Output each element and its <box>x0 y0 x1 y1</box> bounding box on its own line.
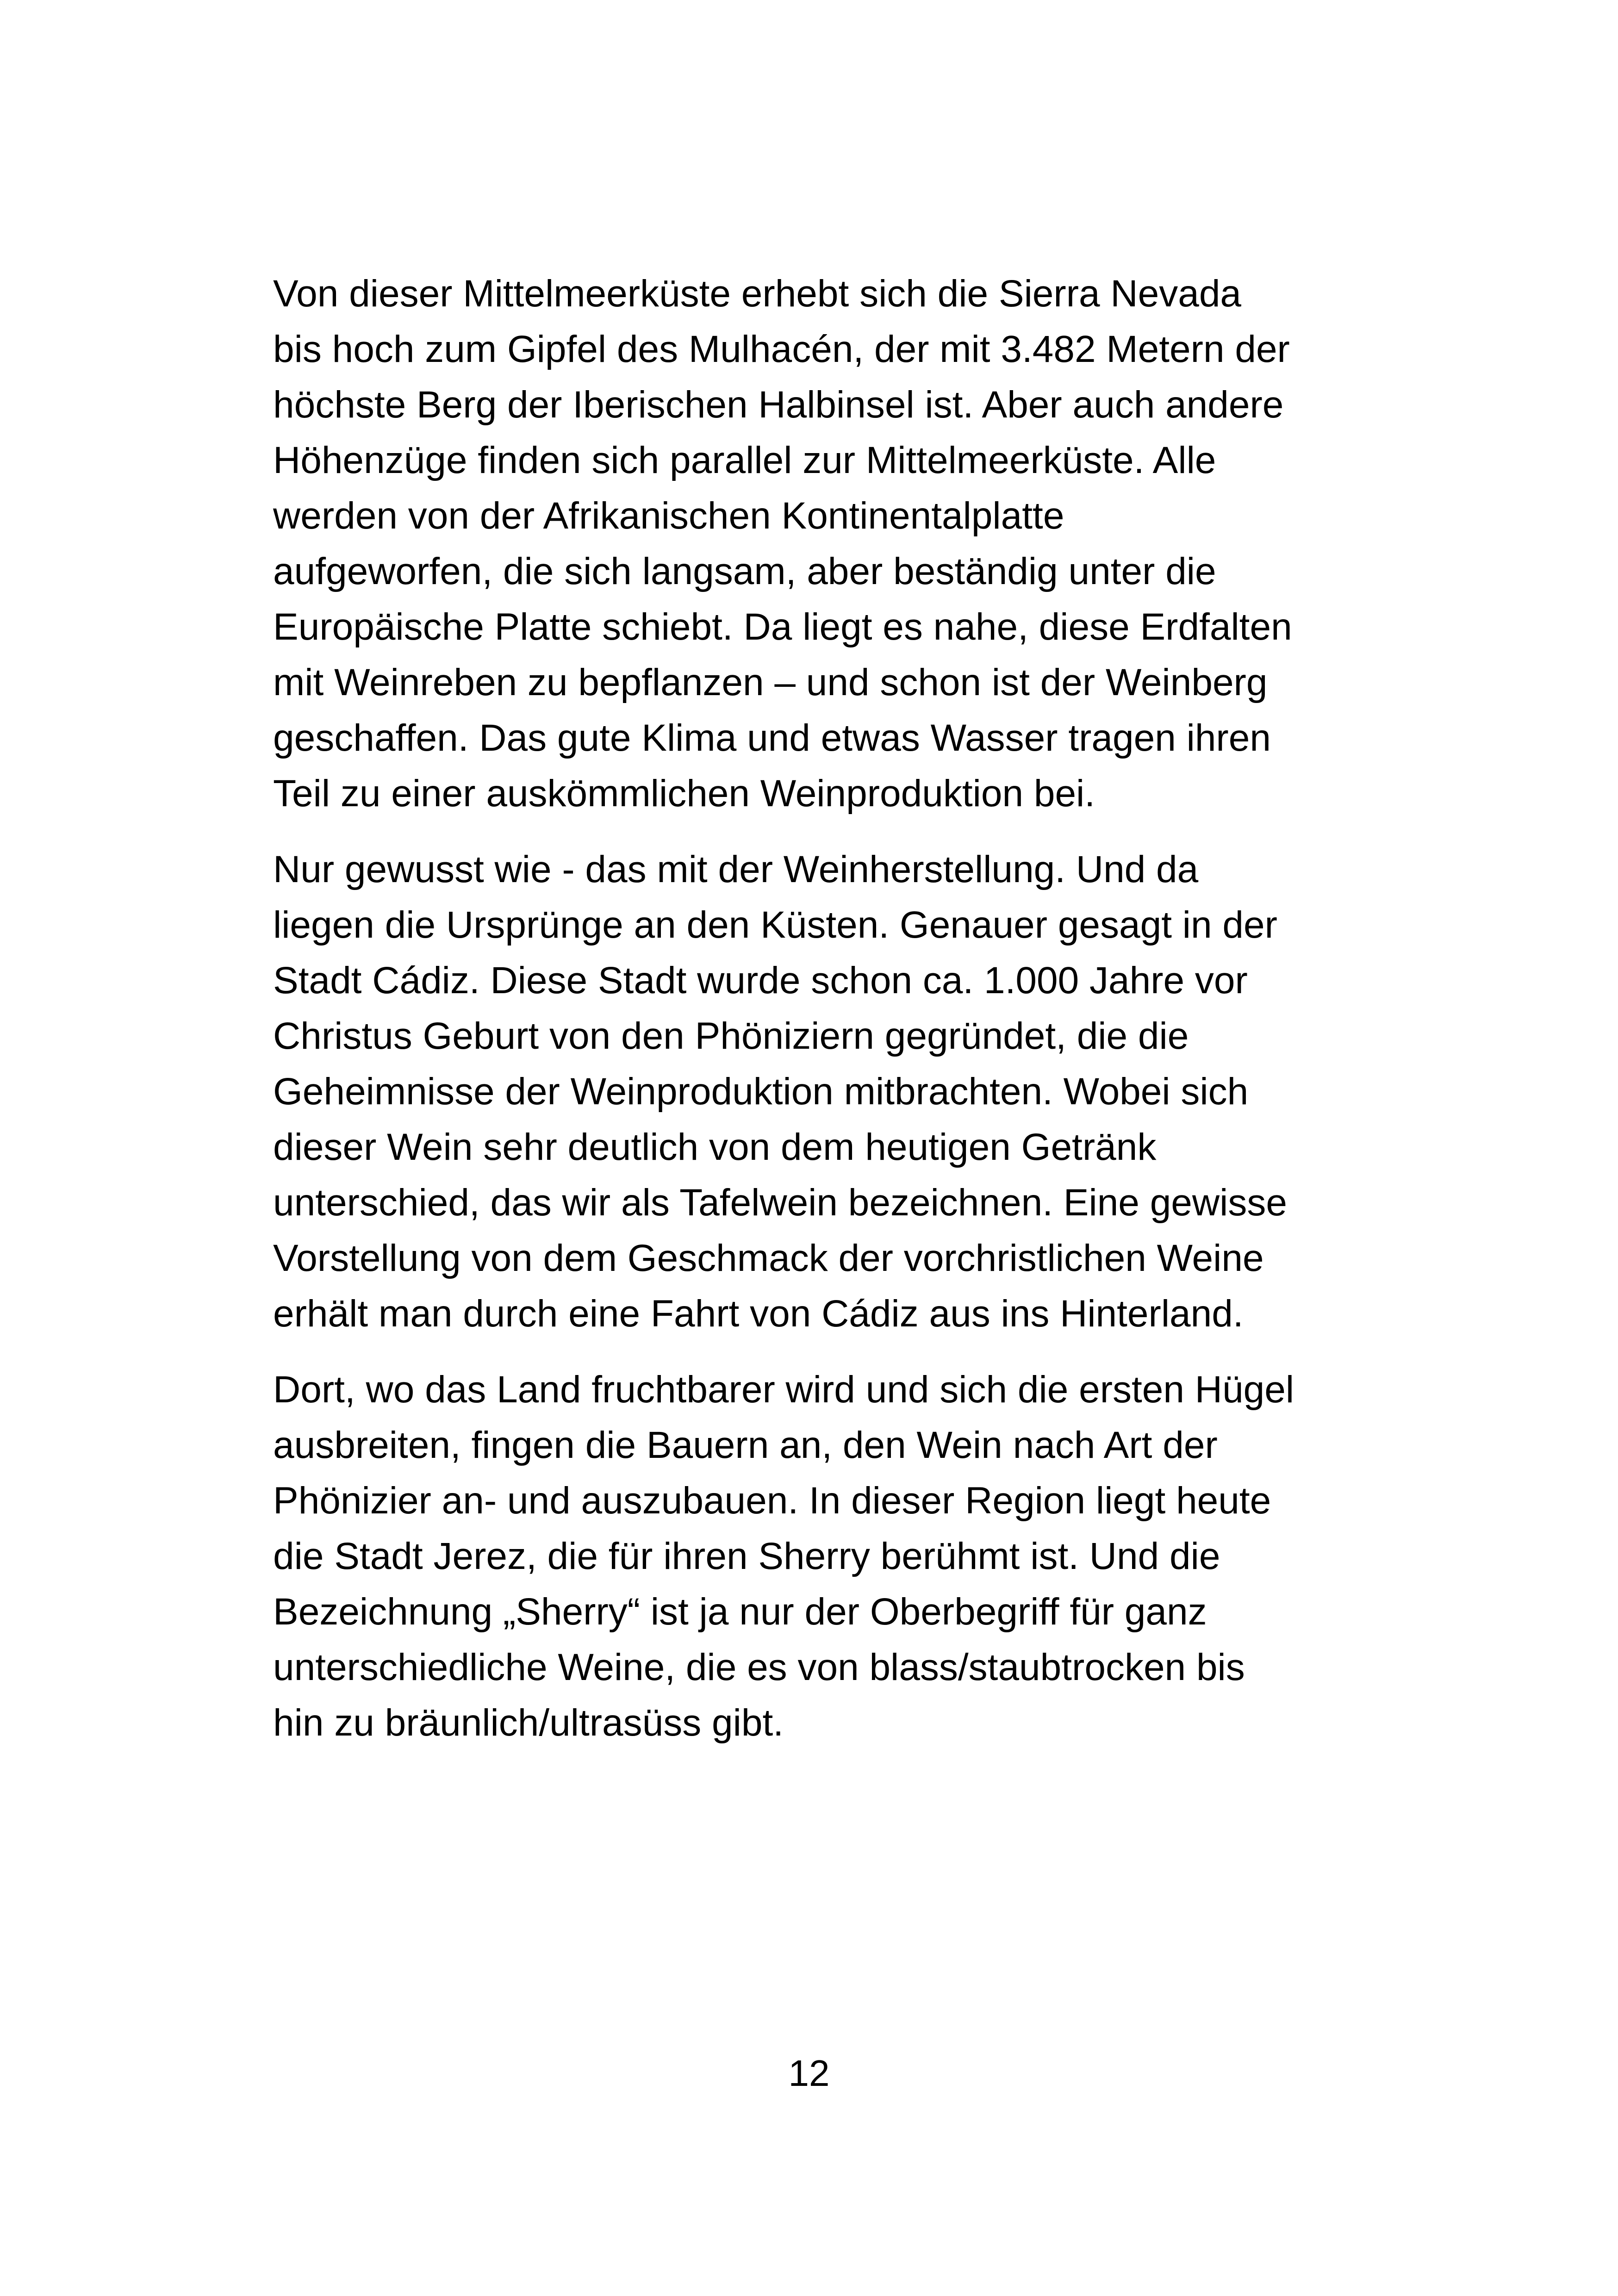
text-line: unterschiedliche Weine, die es von blass/staubtrocken bis <box>273 1646 1245 1688</box>
paragraph-2 <box>273 842 1449 1342</box>
text-line: dieser Wein sehr deutlich von dem heutigen Getränk <box>273 1126 1157 1168</box>
paragraph-1 <box>273 266 1449 821</box>
text-line: erhält man durch eine Fahrt von Cádiz aus ins Hinterland. <box>273 1293 1244 1335</box>
text-line: Nur gewusst wie - das mit der Weinherstellung. Und da <box>273 848 1199 890</box>
text-line: Geheimnisse der Weinproduktion mitbrachten. Wobei sich <box>273 1070 1249 1113</box>
text-line: aufgeworfen, die sich langsam, aber beständig unter die <box>273 550 1216 592</box>
text-line: unterschied, das wir als Tafelwein bezeichnen. Eine gewisse <box>273 1182 1287 1224</box>
text-line: bis hoch zum Gipfel des Mulhacén, der mit 3.482 Metern der <box>273 328 1290 370</box>
text-line: Vorstellung von dem Geschmack der vorchristlichen Weine <box>273 1237 1264 1279</box>
paragraph-3 <box>273 1362 1449 1751</box>
text-line: mit Weinreben zu bepflanzen – und schon ist der Weinberg <box>273 661 1268 703</box>
text-line: Christus Geburt von den Phöniziern gegründet, die die <box>273 1015 1189 1057</box>
text-line: werden von der Afrikanischen Kontinentalplatte <box>273 495 1064 537</box>
text-line: Dort, wo das Land fruchtbarer wird und sich die ersten Hügel <box>273 1369 1294 1411</box>
text-line: höchste Berg der Iberischen Halbinsel ist. Aber auch andere <box>273 384 1284 426</box>
text-line: Teil zu einer auskömmlichen Weinproduktion bei. <box>273 772 1095 815</box>
text-line: Höhenzüge finden sich parallel zur Mittelmeerküste. Alle <box>273 439 1216 481</box>
text-line: liegen die Ursprünge an den Küsten. Genauer gesagt in der <box>273 904 1277 946</box>
body-text <box>273 266 1449 1771</box>
text-line: ausbreiten, fingen die Bauern an, den Wein nach Art der <box>273 1424 1218 1466</box>
text-line: Phönizier an- und auszubauen. In dieser Region liegt heute <box>273 1480 1271 1522</box>
page-number: 12 <box>788 2053 830 2094</box>
text-line: Europäische Platte schiebt. Da liegt es nahe, diese Erdfalten <box>273 606 1292 648</box>
text-line: Bezeichnung „Sherry“ ist ja nur der Oberbegriff für ganz <box>273 1591 1207 1633</box>
text-line: hin zu bräunlich/ultrasüss gibt. <box>273 1702 784 1744</box>
text-line: die Stadt Jerez, die für ihren Sherry berühmt ist. Und die <box>273 1535 1220 1577</box>
text-line: Von dieser Mittelmeerküste erhebt sich die Sierra Nevada <box>273 273 1242 315</box>
text-line: geschaffen. Das gute Klima und etwas Wasser tragen ihren <box>273 717 1271 759</box>
text-line: Stadt Cádiz. Diese Stadt wurde schon ca. 1.000 Jahre vor <box>273 959 1248 1002</box>
